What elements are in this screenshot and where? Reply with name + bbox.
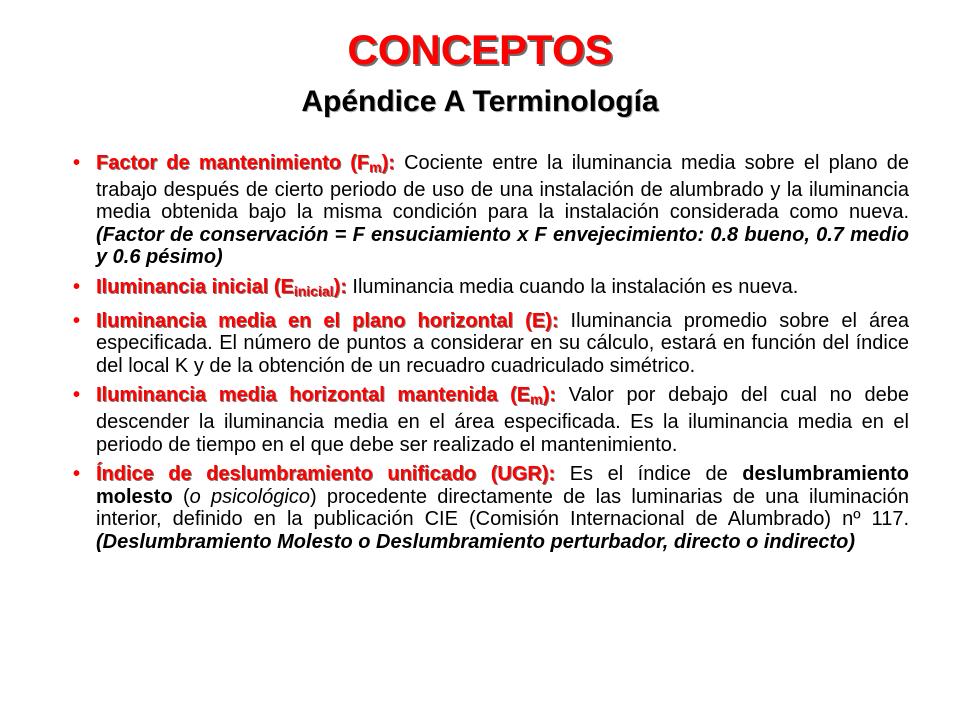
list-item-iluminancia-media-plano [73, 310, 909, 378]
bullet-icon: • [73, 384, 81, 407]
list-item-factor-mantenimiento [73, 152, 909, 269]
list-item-ugr [73, 463, 909, 553]
definitions-list [73, 152, 909, 561]
term: Factor de mantenimiento $(F_m)$: [96, 152, 395, 175]
definition-text: ( [172, 485, 190, 508]
definition-text: Es el índice de [555, 463, 743, 486]
definition-italic: o psicológico [189, 485, 310, 508]
definition-text: Iluminancia media cuando la instalación es nueva. [346, 275, 799, 298]
definition-note: (Factor de conservación = F ensuciamiento x F envejecimiento: 0.8 bueno, 0.7 medio y 0.6 pésimo) [96, 223, 909, 269]
definition-text: Cociente entre la iluminancia media sobre el plano de trabajo después de cierto periodo de uso de una instalación de alumbrado y la iluminancia media obtenida bajo la misma condición para la instalación considerada como nueva. [96, 152, 909, 224]
definition-text: ) procedente directamente de las luminarias de una iluminación interior, definido en la publicación CIE (Comisión Internacional de Alumbrado) nº 117. [96, 485, 909, 531]
bullet-icon: • [73, 463, 81, 486]
bullet-icon: • [73, 275, 81, 298]
definition-bold: deslumbramiento molesto [96, 463, 909, 508]
term: Iluminancia media en el plano horizontal (E): [96, 309, 559, 332]
list-item-iluminancia-inicial [73, 276, 909, 303]
term: Iluminancia media horizontal mantenida $(E_m)$: [96, 384, 556, 408]
bullet-icon: • [73, 152, 81, 174]
bullet-icon: • [73, 309, 81, 332]
slide-title: CONCEPTOS [347, 26, 613, 73]
slide-subtitle: Apéndice A Terminología [301, 85, 659, 118]
term: Iluminancia inicial $(E_{inicial})$: [96, 275, 347, 299]
definition-text: Iluminancia promedio sobre el área especificada. El número de puntos a considerar en su cálculo, estará en función del índice del local K y de la obtención de un recuadro cuadriculado simétrico. [96, 309, 910, 377]
definition-text: Valor por debajo del cual no debe descender la iluminancia media en el área especificada. Es la iluminancia media en el periodo de tiempo en el que debe ser realizado el mantenimiento. [96, 384, 910, 456]
definition-note: (Deslumbramiento Molesto o Deslumbramiento perturbador, directo o indirecto) [96, 530, 855, 553]
list-item-iluminancia-mantenida [73, 384, 909, 456]
term: Índice de deslumbramiento unificado (UGR): [96, 463, 556, 486]
